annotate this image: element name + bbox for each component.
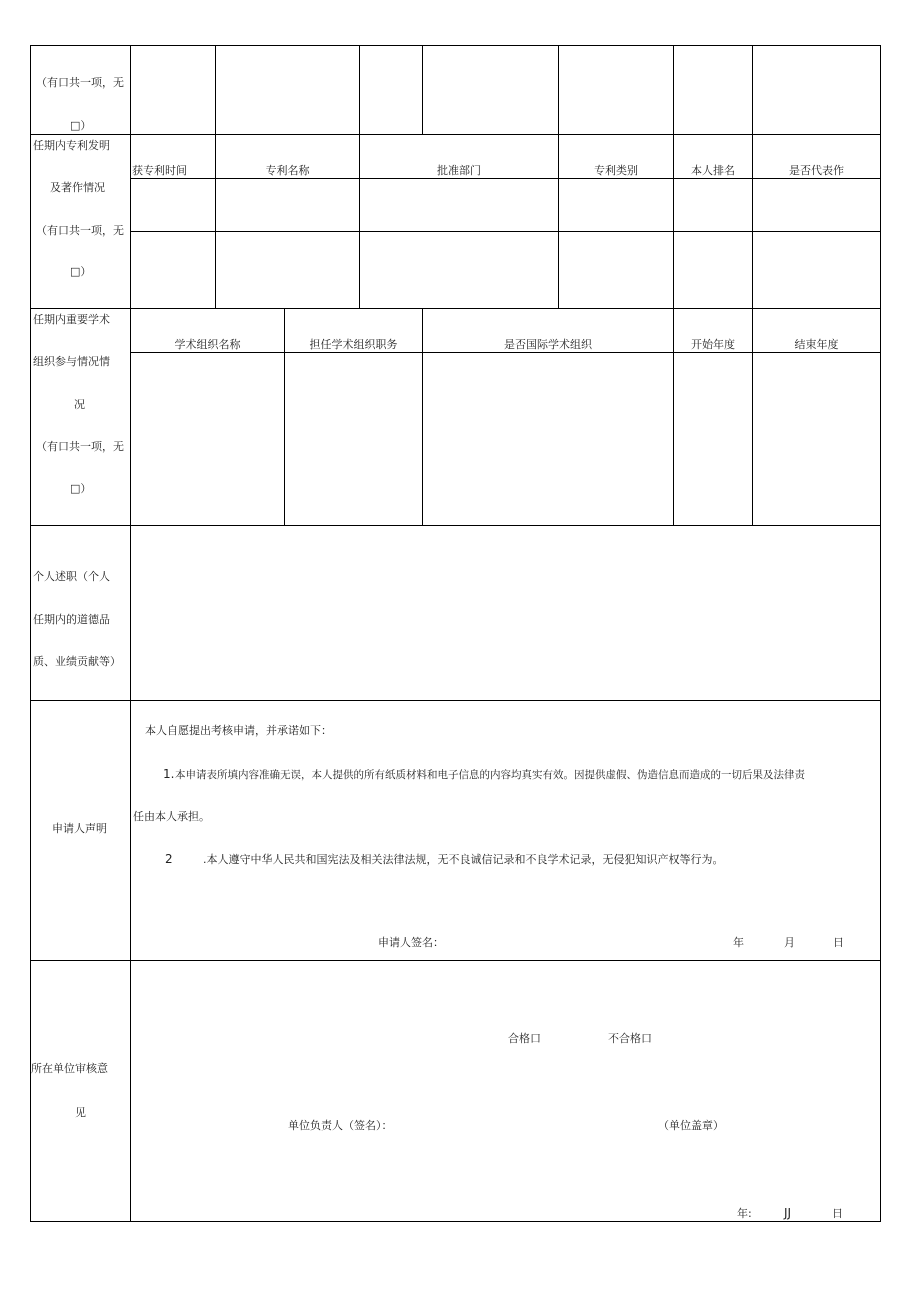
applicant-signature-label: 申请人签名： bbox=[378, 936, 444, 949]
patents-header-representative: 是否代表作 bbox=[789, 164, 844, 177]
academic-header-end-year: 结束年度 bbox=[794, 338, 839, 351]
patents-label-line: 任期内专利发明 bbox=[33, 139, 110, 152]
patents-label-line: 及著作情况 bbox=[50, 181, 105, 194]
row-divider bbox=[131, 352, 881, 353]
academic-header-international: 是否国际学术组织 bbox=[504, 338, 592, 351]
academic-label-line: 组织参与情况情 bbox=[33, 355, 110, 368]
patents-header-name: 专利名称 bbox=[265, 164, 310, 177]
declaration-date-day: 日 bbox=[833, 936, 844, 949]
section-top-label-line: □） bbox=[70, 119, 92, 132]
statement-label-line: 任期内的道德品 bbox=[33, 613, 110, 626]
declaration-intro: 本人自愿提出考核申请，并承诺如下： bbox=[145, 724, 332, 737]
declaration-label: 申请人声明 bbox=[52, 822, 107, 835]
declaration-item1-number: 1. bbox=[163, 767, 175, 781]
column-divider bbox=[673, 45, 674, 525]
table-border-top bbox=[30, 45, 881, 46]
review-date-year: 年: bbox=[737, 1207, 752, 1220]
section-top-label-line: （有口共一项，无 bbox=[36, 76, 124, 89]
declaration-item2-text: .本人遵守中华人民共和国宪法及相关法律法规，无不良诚信记录和不良学术记录，无侵犯知识产权等行为。 bbox=[203, 853, 724, 866]
academic-header-position: 担任学术组织职务 bbox=[309, 338, 398, 351]
unit-leader-signature-label: 单位负责人（签名）： bbox=[288, 1119, 393, 1132]
declaration-item1-line1: 本申请表所填内容准确无误，本人提供的所有纸质材料和电子信息的内容均真实有效。因提供虚假、伪造信息而造成的一切后果及法律责 bbox=[175, 769, 805, 781]
patents-header-category: 专利类别 bbox=[594, 164, 638, 177]
review-label-line: 所在单位审核意 bbox=[31, 1062, 108, 1075]
declaration-date-month: 月 bbox=[784, 936, 795, 949]
patents-header-department: 批准部门 bbox=[437, 164, 481, 177]
row-divider bbox=[131, 178, 881, 179]
statement-content-area[interactable] bbox=[131, 526, 880, 700]
table-border-bottom bbox=[30, 1221, 881, 1222]
table-border-left bbox=[30, 45, 31, 1222]
row-divider bbox=[131, 231, 881, 232]
declaration-date-year: 年 bbox=[733, 936, 744, 949]
row-divider bbox=[30, 134, 881, 135]
declaration-item2-number: 2 bbox=[165, 852, 173, 866]
column-divider bbox=[422, 45, 423, 134]
academic-label-line: 任期内重要学术 bbox=[33, 313, 110, 326]
patents-label-line: □） bbox=[70, 265, 92, 278]
academic-label-line: （有口共一项，无 bbox=[36, 440, 124, 453]
academic-label-line: □） bbox=[70, 482, 92, 495]
statement-label-line: 质、业绩贡献等） bbox=[33, 655, 121, 668]
review-date-month: JJ bbox=[784, 1206, 792, 1220]
academic-header-start-year: 开始年度 bbox=[691, 338, 735, 351]
review-fail-option[interactable]: 不合格口 bbox=[608, 1032, 652, 1045]
patents-header-rank: 本人排名 bbox=[691, 164, 735, 177]
column-divider bbox=[752, 45, 753, 525]
academic-label-line: 况 bbox=[74, 398, 85, 411]
row-divider bbox=[30, 960, 881, 961]
review-date-day: 日 bbox=[832, 1207, 843, 1220]
row-divider bbox=[30, 700, 881, 701]
patents-label-line: （有口共一项，无 bbox=[36, 224, 124, 237]
unit-seal-label: （单位盖章） bbox=[658, 1119, 724, 1132]
patents-header-time: 获专利时间 bbox=[132, 164, 187, 177]
row-divider bbox=[30, 308, 881, 309]
declaration-item1-line2: 任由本人承担。 bbox=[133, 810, 210, 823]
statement-label-line: 个人述职（个人 bbox=[33, 570, 110, 583]
review-label-line: 见 bbox=[75, 1106, 86, 1119]
review-pass-option[interactable]: 合格口 bbox=[508, 1032, 541, 1045]
academic-header-org-name: 学术组织名称 bbox=[174, 338, 241, 351]
table-border-right bbox=[880, 45, 881, 1222]
